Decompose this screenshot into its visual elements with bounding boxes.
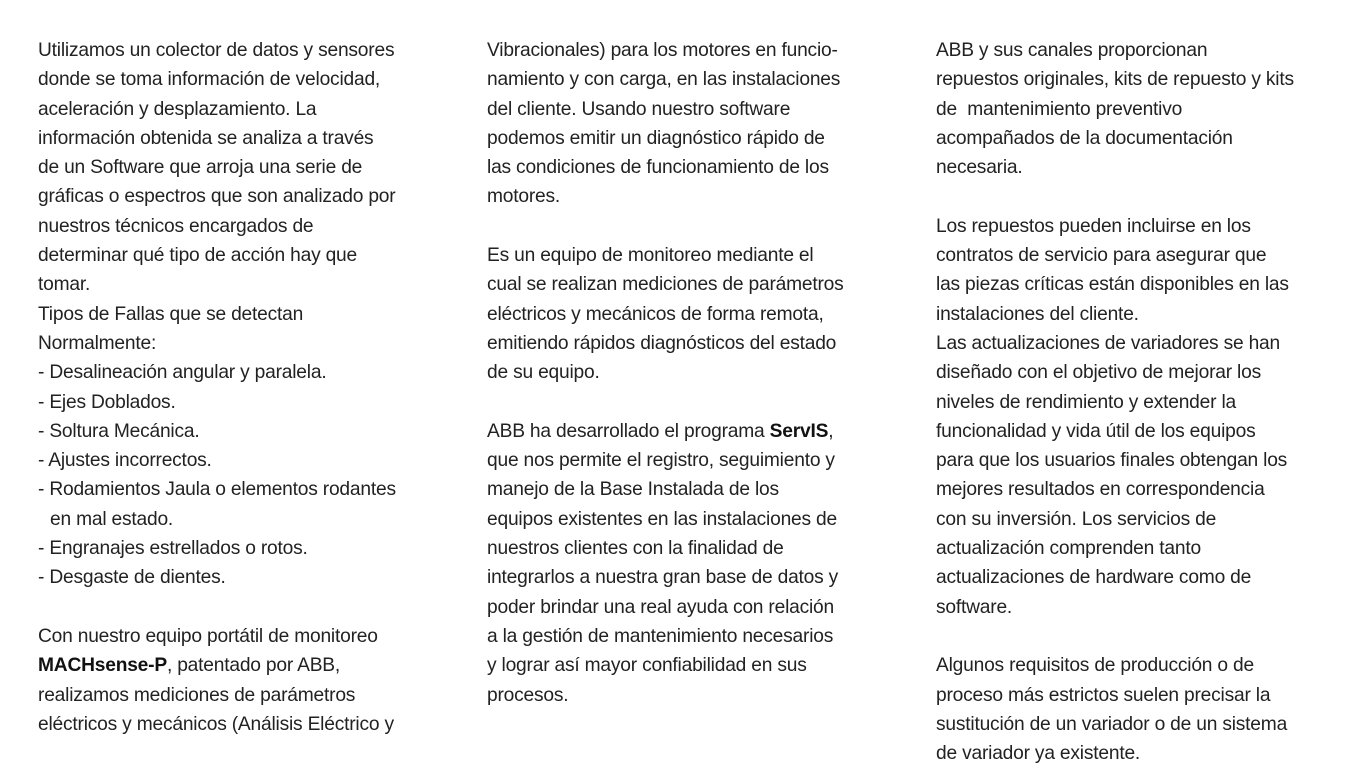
paragraph-spare-parts [936,36,1368,182]
text-line: integrarlos a nuestra gran base de datos y [487,567,839,589]
text-line: información obtenida se analiza a través [38,127,374,149]
fault-types-heading: Tipos de Fallas que se detectan [38,303,304,325]
text-line: eléctricos y mecánicos de forma remota, [487,303,824,325]
product-name-machsense: MACHsense-P [38,655,167,677]
text-line: de su equipo. [487,362,600,384]
text-line: funcionalidad y vida útil de los equipos [936,420,1256,442]
paragraph-data-collector [38,36,468,358]
column-1 [38,36,468,739]
text-fragment: , [828,420,834,442]
paragraph-service-contracts [936,212,1368,622]
fault-list-item: - Engranajes estrellados o rotos. [38,538,308,560]
text-line: cual se realizan mediciones de parámetros [487,274,844,296]
text-line: donde se toma información de velocidad, [38,69,381,91]
paragraph-gap [487,388,917,417]
text-line: motores. [487,186,561,208]
fault-types-heading: Normalmente: [38,332,157,354]
fault-list-item: - Rodamientos Jaula o elementos rodantes [38,479,396,501]
text-line: aceleración y desplazamiento. La [38,98,317,120]
paragraph-drive-replacement [936,651,1368,768]
text-line: eléctricos y mecánicos (Análisis Eléctrico y [38,713,394,735]
text-line: realizamos mediciones de parámetros [38,684,356,706]
text-line: de variador ya existente. [936,743,1141,765]
text-line: acompañados de la documentación [936,127,1233,149]
text-line: nuestros clientes con la finalidad de [487,538,784,560]
text-line: Los repuestos pueden incluirse en los [936,215,1251,237]
paragraph-gap [936,622,1368,651]
text-line: niveles de rendimiento y extender la [936,391,1236,413]
text-line: de mantenimiento preventivo [936,98,1183,120]
text-line: actualización comprenden tanto [936,538,1201,560]
text-line: nuestros técnicos encargados de [38,215,314,237]
column-2 [487,36,917,710]
text-line: actualizaciones de hardware como de [936,567,1252,589]
fault-list-item: - Ejes Doblados. [38,391,176,413]
text-line: contratos de servicio para asegurar que [936,245,1267,267]
text-line: tomar. [38,274,91,296]
text-line: Utilizamos un colector de datos y sensores [38,40,395,61]
paragraph-machsense [38,622,468,739]
text-line: equipos existentes en las instalaciones de [487,508,837,530]
column-3 [936,36,1368,768]
text-line: Con nuestro equipo portátil de monitoreo [38,625,378,647]
text-line: sustitución de un variador o de un sistema [936,713,1288,735]
paragraph-vibrational [487,36,917,212]
text-line: Las actualizaciones de variadores se han [936,332,1280,354]
text-line: namiento y con carga, en las instalaciones [487,69,841,91]
text-line: repuestos originales, kits de repuesto y kits [936,69,1294,91]
fault-list-item: en mal estado. [50,508,174,530]
text-line: emitiendo rápidos diagnósticos del estado [487,332,837,354]
text-line: con su inversión. Los servicios de [936,508,1217,530]
fault-list-item: - Ajustes incorrectos. [38,450,212,472]
fault-list-item: - Desalineación angular y paralela. [38,362,327,384]
text-line: ABB y sus canales proporcionan [936,40,1208,61]
text-line: diseñado con el objetivo de mejorar los [936,362,1261,384]
text-line: manejo de la Base Instalada de los [487,479,779,501]
text-line: Es un equipo de monitoreo mediante el [487,245,814,267]
text-line [487,417,917,446]
text-line: proceso más estrictos suelen precisar la [936,684,1271,706]
paragraph-gap [38,593,468,622]
text-line: Vibracionales) para los motores en funcio- [487,40,838,61]
text-line: de un Software que arroja una serie de [38,157,363,179]
text-line: a la gestión de mantenimiento necesarios [487,625,834,647]
text-line: para que los usuarios finales obtengan los [936,450,1288,472]
fault-list-item: - Soltura Mecánica. [38,420,200,442]
text-line [38,651,468,680]
text-line: Algunos requisitos de producción o de [936,655,1254,677]
text-fragment: ABB ha desarrollado el programa [487,420,770,442]
text-line: que nos permite el registro, seguimiento y [487,450,835,472]
paragraph-servis [487,417,917,710]
text-line: las condiciones de funcionamiento de los [487,157,829,179]
text-line: podemos emitir un diagnóstico rápido de [487,127,825,149]
fault-list-item: - Desgaste de dientes. [38,567,226,589]
text-line: software. [936,596,1013,618]
paragraph-gap [936,182,1368,211]
text-line: determinar qué tipo de acción hay que [38,245,358,267]
text-line: procesos. [487,684,569,706]
text-fragment: , patentado por ABB, [166,655,341,677]
text-line: gráficas o espectros que son analizado por [38,186,396,208]
text-line: mejores resultados en correspondencia [936,479,1265,501]
text-line: del cliente. Usando nuestro software [487,98,791,120]
text-line: necesaria. [936,157,1023,179]
text-line: instalaciones del cliente. [936,303,1139,325]
program-name-servis: ServIS [769,420,829,442]
paragraph-remote-monitoring [487,241,917,387]
paragraph-gap [487,212,917,241]
text-line: y lograr así mayor confiabilidad en sus [487,655,807,677]
fault-list [38,358,468,592]
text-line: las piezas críticas están disponibles en las [936,274,1289,296]
text-line: poder brindar una real ayuda con relación [487,596,835,618]
